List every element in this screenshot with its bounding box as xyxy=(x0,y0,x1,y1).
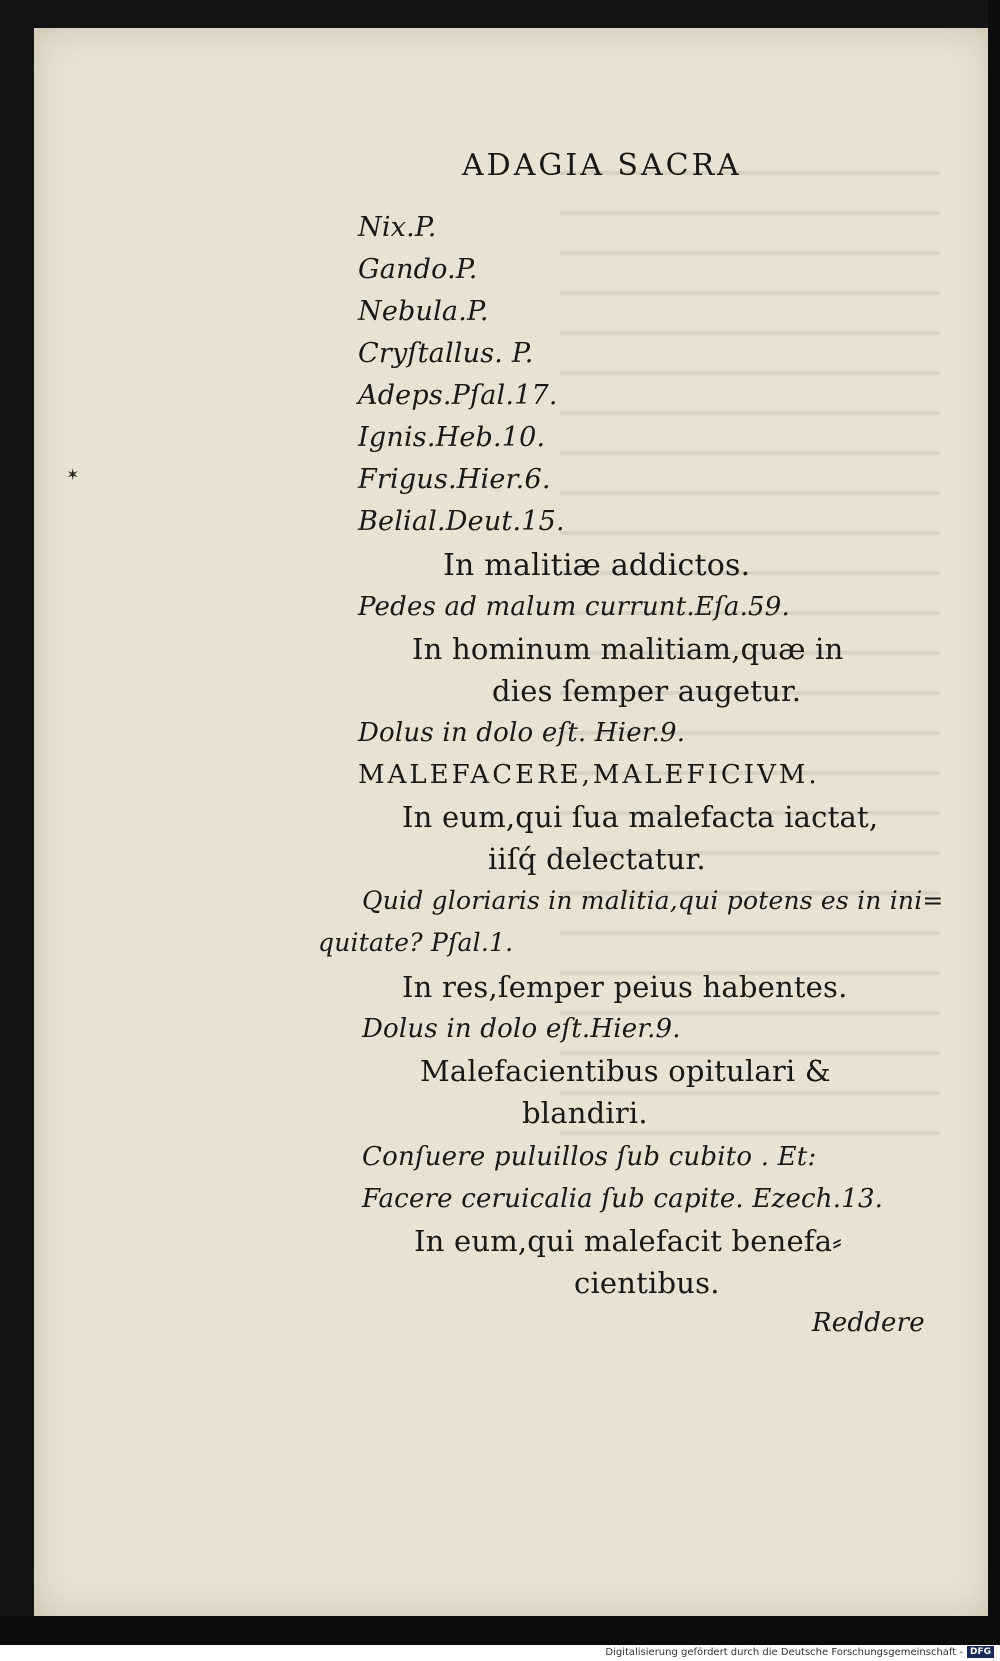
entry-line: Belial.Deut.15. xyxy=(358,506,565,537)
heading-line: cientibus. xyxy=(574,1266,720,1300)
entry-line: Nix.P. xyxy=(358,212,437,243)
heading-line: iiſq́ delectatur. xyxy=(488,842,706,876)
section-heading: MALEFACERE,MALEFICIVM. xyxy=(358,760,820,790)
entry-line: Pedes ad malum currunt.Eſa.59. xyxy=(358,592,790,622)
scan-bottom-edge xyxy=(0,1616,1000,1646)
running-title: ADAGIA SACRA xyxy=(462,148,742,183)
entry-line: Quid gloriaris in malitia,qui potens es in ini= xyxy=(362,886,944,915)
entry-line: Adeps.Pſal.17. xyxy=(358,380,558,411)
heading-line: In res,ſemper peius habentes. xyxy=(402,970,848,1004)
entry-line: Gando.P. xyxy=(358,254,478,285)
entry-line: Cryſtallus. P. xyxy=(358,338,534,369)
margin-mark: ✶ xyxy=(66,465,80,484)
entry-line: Conſuere puluillos ſub cubito . Et: xyxy=(362,1142,817,1172)
footer-credit xyxy=(605,1646,994,1658)
catchword: Reddere xyxy=(812,1308,925,1338)
digitization-footer xyxy=(0,1645,1000,1661)
heading-line: In malitiæ addictos. xyxy=(443,548,751,583)
entry-line: quitate? Pſal.1. xyxy=(318,928,514,957)
heading-line: In eum,qui malefacit benefa⸗ xyxy=(414,1224,843,1258)
entry-line: Ignis.Heb.10. xyxy=(358,422,546,453)
entry-line: Nebula.P. xyxy=(358,296,489,327)
heading-line: Malefacientibus opitulari & xyxy=(420,1054,831,1088)
footer-credit-text: Digitalisierung gefördert durch die Deutsche Forschungsgemeinschaft - xyxy=(605,1647,963,1658)
entry-line: Dolus in dolo eſt. Hier.9. xyxy=(358,718,686,748)
heading-line: In hominum malitiam,quæ in xyxy=(412,632,844,666)
scan-edge xyxy=(988,0,1000,1661)
dfg-logo: DFG xyxy=(967,1646,994,1658)
entry-line: Facere ceruicalia ſub capite. Ezech.13. xyxy=(362,1184,884,1214)
entry-line: Frigus.Hier.6. xyxy=(358,464,551,495)
heading-line: blandiri. xyxy=(522,1096,648,1130)
heading-line: dies ſemper augetur. xyxy=(492,674,802,708)
entry-line: Dolus in dolo eſt.Hier.9. xyxy=(362,1014,681,1044)
heading-line: In eum,qui ſua malefacta iactat, xyxy=(402,800,879,834)
